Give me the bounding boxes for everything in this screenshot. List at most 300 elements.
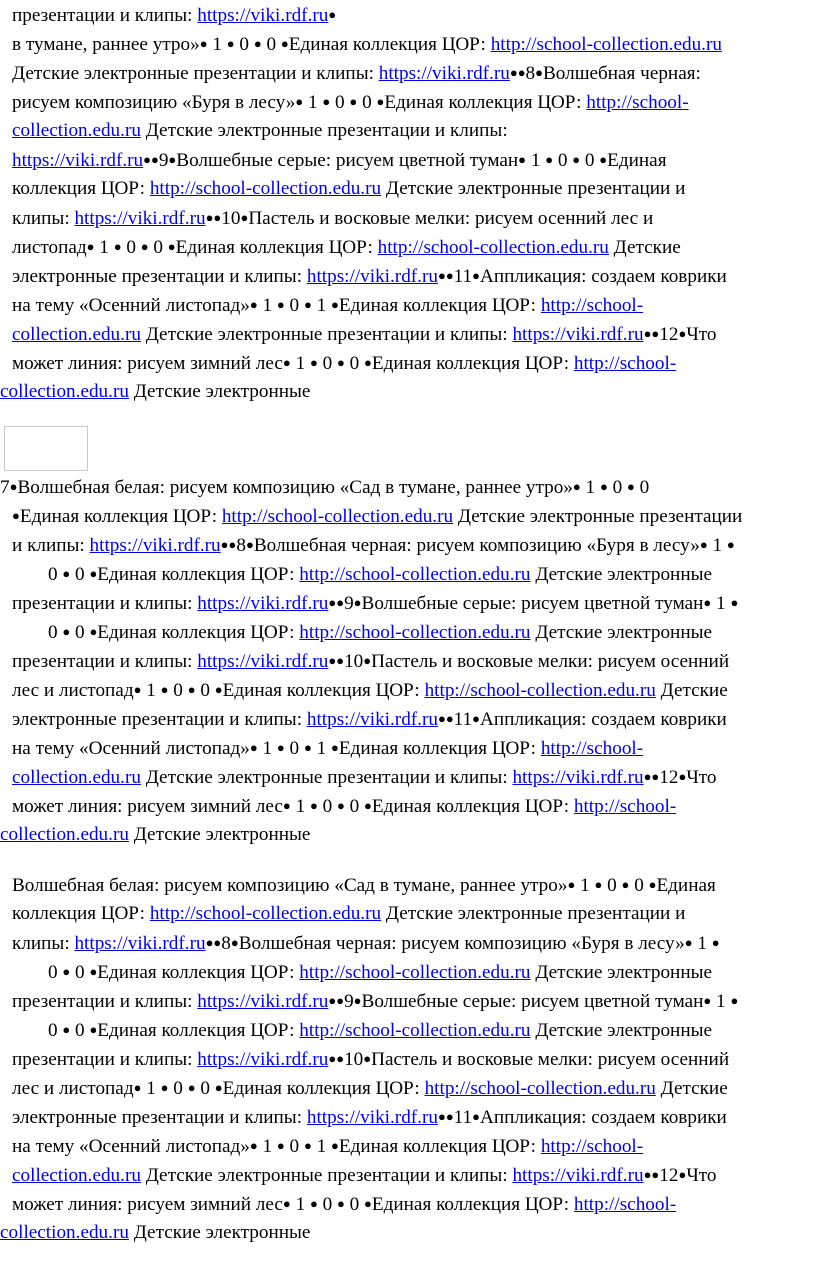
bullet-icon: ● <box>363 1051 372 1066</box>
bullet-icon: ● <box>309 798 318 813</box>
bullet-icon: ● <box>643 769 652 784</box>
text: Единая коллекция ЦОР: <box>371 1194 574 1215</box>
text: на тему «Осенний листопад» <box>12 295 250 316</box>
text: 11 <box>453 709 473 730</box>
text: 1 <box>311 738 331 759</box>
school-collection-link[interactable]: http://school-collection.edu.ru <box>490 34 722 55</box>
text: 0 <box>629 875 649 896</box>
text: Что <box>686 1165 717 1186</box>
text: 0 <box>634 477 650 498</box>
bullet-icon: ● <box>703 595 712 610</box>
text: Единая коллекция ЦОР: <box>97 622 300 643</box>
bullet-icon: ● <box>328 1051 337 1066</box>
text: 1 <box>257 295 277 316</box>
text: 7 <box>0 477 10 498</box>
school-collection-link[interactable]: http://school-collection.edu.ru <box>149 903 382 924</box>
bullet-icon: ● <box>643 1167 652 1182</box>
b2-line-5 <box>12 588 738 617</box>
text: Единая коллекция ЦОР: <box>371 353 574 374</box>
school-collection-link[interactable]: collection.edu.ru <box>12 120 141 141</box>
text: 0 <box>284 295 304 316</box>
b3-line-3 <box>12 928 720 957</box>
b1-line-9 <box>12 232 681 261</box>
text: 0 <box>317 1194 337 1215</box>
text: лес и листопад <box>12 1078 134 1099</box>
school-collection-link[interactable]: http://school-collection.edu.ru <box>424 680 656 701</box>
bullet-icon: ● <box>437 1109 446 1124</box>
b3-line-6 <box>48 1015 712 1044</box>
text: Детские электронные презентации и клипы: <box>140 120 508 141</box>
text: листопад <box>12 237 87 258</box>
text: Волшебные серые: рисуем цветной туман <box>361 991 704 1012</box>
bullet-icon: ● <box>364 798 372 813</box>
bullet-icon: ● <box>249 740 258 755</box>
text: 1 <box>141 680 161 701</box>
text: Единая коллекция ЦОР: <box>97 1020 300 1041</box>
text: 0 <box>48 1020 63 1041</box>
text: Пастель и восковые мелки: рисуем осенний <box>371 1049 730 1070</box>
text: электронные презентации и клипы: <box>12 1107 307 1128</box>
text: электронные презентации и клипы: <box>12 709 307 730</box>
text: Детские электронные <box>530 962 713 983</box>
text: 9 <box>158 150 169 171</box>
school-collection-link[interactable]: http://school-collection.edu.ru <box>377 237 609 258</box>
bullet-icon: ● <box>187 1080 196 1095</box>
bullet-icon: ● <box>730 595 739 610</box>
text: 0 <box>168 1078 188 1099</box>
text: 0 <box>121 237 141 258</box>
text: Детские электронные <box>530 564 713 585</box>
text: клипы: <box>12 208 75 229</box>
bullet-icon: ● <box>376 94 385 109</box>
text: 1 <box>290 353 310 374</box>
bullet-icon: ● <box>228 537 237 552</box>
text: 1 <box>94 237 114 258</box>
school-collection-link[interactable]: collection.edu.ru <box>0 381 129 402</box>
bullet-icon: ● <box>143 152 151 167</box>
bullet-icon: ● <box>472 268 481 283</box>
text: коллекция ЦОР: <box>12 903 150 924</box>
image-placeholder <box>4 426 88 471</box>
text: 9 <box>344 593 354 614</box>
text: презентации и клипы: <box>12 1049 198 1070</box>
bullet-icon: ● <box>220 537 229 552</box>
viki-link[interactable]: https://viki.rdf.ru <box>197 1049 329 1070</box>
text: электронные презентации и клипы: <box>12 266 307 287</box>
text: Детские электронные <box>128 381 311 402</box>
bullet-icon: ● <box>133 682 142 697</box>
school-collection-link[interactable]: http://school- <box>573 796 677 817</box>
text: 1 <box>290 1194 310 1215</box>
bullet-icon: ● <box>303 740 312 755</box>
viki-link[interactable]: https://viki.rdf.ru <box>197 5 329 26</box>
bullet-icon: ● <box>280 36 289 51</box>
text: 1 <box>580 477 600 498</box>
text: 0 <box>580 150 600 171</box>
bullet-icon: ● <box>214 682 223 697</box>
b1-line-14 <box>0 377 310 406</box>
school-collection-link[interactable]: http://school- <box>540 738 644 759</box>
text: 11 <box>453 1107 473 1128</box>
school-collection-link[interactable]: http://school-collection.edu.ru <box>299 622 531 643</box>
b2-line-12 <box>12 791 676 820</box>
bullet-icon: ● <box>199 36 208 51</box>
bullet-icon: ● <box>276 1138 285 1153</box>
bullet-icon: ● <box>336 1051 345 1066</box>
b1-line-2 <box>12 29 722 58</box>
text: презентации и клипы: <box>12 593 198 614</box>
text: 0 <box>168 680 188 701</box>
b2-line-13 <box>0 820 310 849</box>
text: 1 <box>311 295 331 316</box>
bullet-icon: ● <box>678 326 687 341</box>
viki-link[interactable]: https://viki.rdf.ru <box>197 991 329 1012</box>
text: Единая <box>607 150 667 171</box>
bullet-icon: ● <box>648 877 657 892</box>
bullet-icon: ● <box>651 1167 660 1182</box>
school-collection-link[interactable]: http://school- <box>573 1194 677 1215</box>
text: Детские электронные <box>530 622 713 643</box>
bullet-icon: ● <box>230 935 239 950</box>
b3-line-5 <box>12 986 738 1015</box>
text: Детские <box>655 1078 728 1099</box>
bullet-icon: ● <box>437 711 446 726</box>
bullet-icon: ● <box>309 355 318 370</box>
b1-line-13 <box>12 348 676 377</box>
bullet-icon: ● <box>336 993 345 1008</box>
b2-line-6 <box>48 617 712 646</box>
viki-link[interactable]: https://viki.rdf.ru <box>74 208 206 229</box>
viki-link[interactable]: https://viki.rdf.ru <box>12 150 144 171</box>
text: Единая коллекция ЦОР: <box>371 796 574 817</box>
bullet-icon: ● <box>62 1022 71 1037</box>
text: 10 <box>344 1049 364 1070</box>
bullet-icon: ● <box>240 210 249 225</box>
bullet-icon: ● <box>322 94 331 109</box>
text: 12 <box>659 767 679 788</box>
text: 1 <box>257 738 277 759</box>
text: Детские электронные презентации <box>453 506 743 527</box>
bullet-icon: ● <box>205 935 214 950</box>
text: Волшебные серые: рисуем цветной туман <box>361 593 704 614</box>
text: Единая коллекция ЦОР: <box>97 962 300 983</box>
bullet-icon: ● <box>445 1109 454 1124</box>
text: Пастель и восковые мелки: рисуем осенний лес и <box>248 208 654 229</box>
bullet-icon: ● <box>572 479 581 494</box>
b3-line-12 <box>12 1189 676 1218</box>
bullet-icon: ● <box>730 993 739 1008</box>
bullet-icon: ● <box>699 537 708 552</box>
text: Детские электронные презентации и клипы: <box>12 63 379 84</box>
bullet-icon: ● <box>214 1080 223 1095</box>
text: Детские электронные презентации и клипы: <box>140 767 513 788</box>
bullet-icon: ● <box>303 1138 312 1153</box>
bullet-icon: ● <box>150 152 159 167</box>
bullet-icon: ● <box>678 1167 687 1182</box>
bullet-icon: ● <box>309 1196 318 1211</box>
school-collection-link[interactable]: collection.edu.ru <box>12 1165 141 1186</box>
text: Волшебная белая: рисуем композицию «Сад в тумане, раннее утро» <box>17 477 573 498</box>
b3-line-9 <box>12 1102 727 1131</box>
text: 8 <box>525 63 536 84</box>
bullet-icon: ● <box>62 624 71 639</box>
b2-line-9 <box>12 704 727 733</box>
text: Детские <box>608 237 681 258</box>
bullet-icon: ● <box>12 508 20 523</box>
bullet-icon: ● <box>303 297 312 312</box>
bullet-icon: ● <box>328 7 337 22</box>
text: на тему «Осенний листопад» <box>12 1136 250 1157</box>
b2-line-2 <box>12 501 742 530</box>
bullet-icon: ● <box>282 1196 291 1211</box>
text: 8 <box>221 933 231 954</box>
text: 0 <box>195 680 215 701</box>
bullet-icon: ● <box>133 1080 142 1095</box>
bullet-icon: ● <box>621 877 630 892</box>
bullet-icon: ● <box>160 682 169 697</box>
b3-line-4 <box>48 957 712 986</box>
bullet-icon: ● <box>337 355 345 370</box>
text: может линия: рисуем зимний лес <box>12 353 283 374</box>
bullet-icon: ● <box>89 624 98 639</box>
bullet-icon: ● <box>276 740 285 755</box>
text: клипы: <box>12 933 75 954</box>
b2-line-8 <box>12 675 728 704</box>
school-collection-link[interactable]: http://school-collection.edu.ru <box>424 1078 656 1099</box>
text: Детские электронные <box>530 1020 713 1041</box>
bullet-icon: ● <box>187 682 196 697</box>
bullet-icon: ● <box>328 993 337 1008</box>
bullet-icon: ● <box>140 239 149 254</box>
text: презентации и клипы: <box>12 5 198 26</box>
b2-line-1 <box>0 472 649 501</box>
bullet-icon: ● <box>353 595 362 610</box>
school-collection-link[interactable]: http://school-collection.edu.ru <box>299 962 531 983</box>
text: лес и листопад <box>12 680 134 701</box>
school-collection-link[interactable]: http://school-collection.edu.ru <box>299 564 531 585</box>
text: и клипы: <box>12 535 90 556</box>
bullet-icon: ● <box>336 595 345 610</box>
text: Детские электронные презентации и <box>381 178 686 199</box>
bullet-icon: ● <box>276 297 285 312</box>
school-collection-link[interactable]: http://school-collection.edu.ru <box>149 178 382 199</box>
text: Единая коллекция ЦОР: <box>175 237 378 258</box>
text: Единая коллекция ЦОР: <box>19 506 222 527</box>
bullet-icon: ● <box>62 566 71 581</box>
text: 0 <box>344 1194 365 1215</box>
text: 1 <box>311 1136 331 1157</box>
text: Аппликация: создаем коврики <box>480 709 727 730</box>
school-collection-link[interactable]: http://school- <box>540 1136 644 1157</box>
bullet-icon: ● <box>249 297 258 312</box>
viki-link[interactable]: https://viki.rdf.ru <box>306 709 438 730</box>
bullet-icon: ● <box>160 1080 169 1095</box>
text: Волшебные серые: рисуем цветной туман <box>176 150 519 171</box>
b1-line-1 <box>12 0 336 29</box>
text: может линия: рисуем зимний лес <box>12 1194 283 1215</box>
text: 10 <box>221 208 241 229</box>
text: презентации и клипы: <box>12 651 198 672</box>
viki-link[interactable]: https://viki.rdf.ru <box>197 593 329 614</box>
text: Единая коллекция ЦОР: <box>338 1136 541 1157</box>
text: 0 <box>261 34 281 55</box>
bullet-icon: ● <box>330 740 339 755</box>
bullet-icon: ● <box>626 479 635 494</box>
text: Детские электронные презентации и <box>381 903 686 924</box>
viki-link[interactable]: https://viki.rdf.ru <box>378 63 510 84</box>
text: 1 <box>141 1078 161 1099</box>
viki-link[interactable]: https://viki.rdf.ru <box>512 324 644 345</box>
bullet-icon: ● <box>472 711 481 726</box>
text: 1 <box>207 34 227 55</box>
text: рисуем композицию «Буря в лесу» <box>12 92 296 113</box>
text: 0 <box>553 150 573 171</box>
text: Единая коллекция ЦОР: <box>338 738 541 759</box>
b3-line-8 <box>12 1073 728 1102</box>
school-collection-link[interactable]: collection.edu.ru <box>0 1222 129 1243</box>
b1-line-3 <box>12 58 701 87</box>
text: в тумане, раннее утро» <box>12 34 200 55</box>
b1-line-5 <box>12 116 508 145</box>
bullet-icon: ● <box>364 355 372 370</box>
text: на тему «Осенний листопад» <box>12 738 250 759</box>
b3-line-13 <box>0 1218 310 1247</box>
text: Пастель и восковые мелки: рисуем осенний <box>371 651 730 672</box>
bullet-icon: ● <box>517 65 526 80</box>
bullet-icon: ● <box>651 326 660 341</box>
viki-link[interactable]: https://viki.rdf.ru <box>74 933 206 954</box>
text: Волшебная черная: рисуем композицию «Буря в лесу» <box>253 535 700 556</box>
bullet-icon: ● <box>328 595 337 610</box>
text: 11 <box>453 266 473 287</box>
text: 0 <box>607 477 627 498</box>
b3-line-10 <box>12 1131 643 1160</box>
bullet-icon: ● <box>684 935 693 950</box>
text: Единая коллекция ЦОР: <box>384 92 587 113</box>
viki-link[interactable]: https://viki.rdf.ru <box>512 1165 644 1186</box>
text: 0 <box>357 92 377 113</box>
bullet-icon: ● <box>89 566 98 581</box>
school-collection-link[interactable]: collection.edu.ru <box>0 824 129 845</box>
bullet-icon: ● <box>245 537 254 552</box>
bullet-icon: ● <box>295 94 304 109</box>
bullet-icon: ● <box>213 210 222 225</box>
bullet-icon: ● <box>678 769 687 784</box>
bullet-icon: ● <box>328 653 337 668</box>
text: 12 <box>659 1165 679 1186</box>
bullet-icon: ● <box>253 36 262 51</box>
text: Аппликация: создаем коврики <box>480 1107 727 1128</box>
text: 1 <box>711 593 731 614</box>
b1-line-12 <box>12 319 717 348</box>
bullet-icon: ● <box>337 1196 345 1211</box>
text: 1 <box>290 796 310 817</box>
text: 0 <box>70 564 90 585</box>
text: 0 <box>317 353 337 374</box>
text: 1 <box>707 535 727 556</box>
bullet-icon: ● <box>594 877 603 892</box>
bullet-icon: ● <box>535 65 543 80</box>
school-collection-link[interactable]: http://school- <box>586 92 689 113</box>
text: Что <box>686 767 717 788</box>
text: Детские <box>655 680 728 701</box>
bullet-icon: ● <box>364 1196 372 1211</box>
text: Аппликация: создаем коврики <box>480 266 727 287</box>
viki-link[interactable]: https://viki.rdf.ru <box>306 266 438 287</box>
text: Единая коллекция ЦОР: <box>222 1078 425 1099</box>
bullet-icon: ● <box>445 268 454 283</box>
viki-link[interactable]: https://viki.rdf.ru <box>512 767 644 788</box>
school-collection-link[interactable]: http://school- <box>540 295 644 316</box>
text: 0 <box>148 237 168 258</box>
b3-line-7 <box>12 1044 729 1073</box>
bullet-icon: ● <box>226 36 235 51</box>
text: Единая коллекция ЦОР: <box>222 680 425 701</box>
text: 1 <box>692 933 712 954</box>
text: 1 <box>575 875 595 896</box>
bullet-icon: ● <box>167 239 176 254</box>
school-collection-link[interactable]: http://school-collection.edu.ru <box>221 506 454 527</box>
text: 1 <box>711 991 731 1012</box>
b2-line-11 <box>12 762 717 791</box>
b1-line-4 <box>12 87 689 116</box>
text: Детские электронные презентации и клипы: <box>140 324 513 345</box>
bullet-icon: ● <box>9 479 18 494</box>
text: 0 <box>602 875 622 896</box>
school-collection-link[interactable]: collection.edu.ru <box>12 767 141 788</box>
viki-link[interactable]: https://viki.rdf.ru <box>197 651 329 672</box>
viki-link[interactable]: https://viki.rdf.ru <box>306 1107 438 1128</box>
text: 0 <box>317 796 337 817</box>
bullet-icon: ● <box>282 355 291 370</box>
bullet-icon: ● <box>89 1022 98 1037</box>
text: 0 <box>344 353 365 374</box>
b1-line-7 <box>12 174 685 203</box>
bullet-icon: ● <box>643 326 652 341</box>
school-collection-link[interactable]: collection.edu.ru <box>12 324 141 345</box>
text: 0 <box>284 1136 304 1157</box>
text: 12 <box>659 324 679 345</box>
bullet-icon: ● <box>330 1138 339 1153</box>
bullet-icon: ● <box>599 479 608 494</box>
bullet-icon: ● <box>282 798 291 813</box>
text: 9 <box>344 991 354 1012</box>
bullet-icon: ● <box>437 268 446 283</box>
b3-line-1 <box>12 870 716 899</box>
text: 0 <box>330 92 350 113</box>
text: коллекция ЦОР: <box>12 178 150 199</box>
text: 10 <box>344 651 364 672</box>
text: Волшебная черная: <box>543 63 701 84</box>
bullet-icon: ● <box>89 964 98 979</box>
school-collection-link[interactable]: http://school- <box>573 353 677 374</box>
viki-link[interactable]: https://viki.rdf.ru <box>89 535 221 556</box>
bullet-icon: ● <box>509 65 518 80</box>
text: 0 <box>234 34 254 55</box>
bullet-icon: ● <box>349 94 358 109</box>
b3-line-2 <box>12 899 685 928</box>
b2-line-7 <box>12 646 729 675</box>
text: 0 <box>70 1020 90 1041</box>
text: Единая коллекция ЦОР: <box>97 564 300 585</box>
text: Что <box>686 324 717 345</box>
text: Детские электронные презентации и клипы: <box>140 1165 513 1186</box>
text: презентации и клипы: <box>12 991 198 1012</box>
bullet-icon: ● <box>249 1138 258 1153</box>
bullet-icon: ● <box>168 152 177 167</box>
school-collection-link[interactable]: http://school-collection.edu.ru <box>299 1020 531 1041</box>
bullet-icon: ● <box>336 653 345 668</box>
